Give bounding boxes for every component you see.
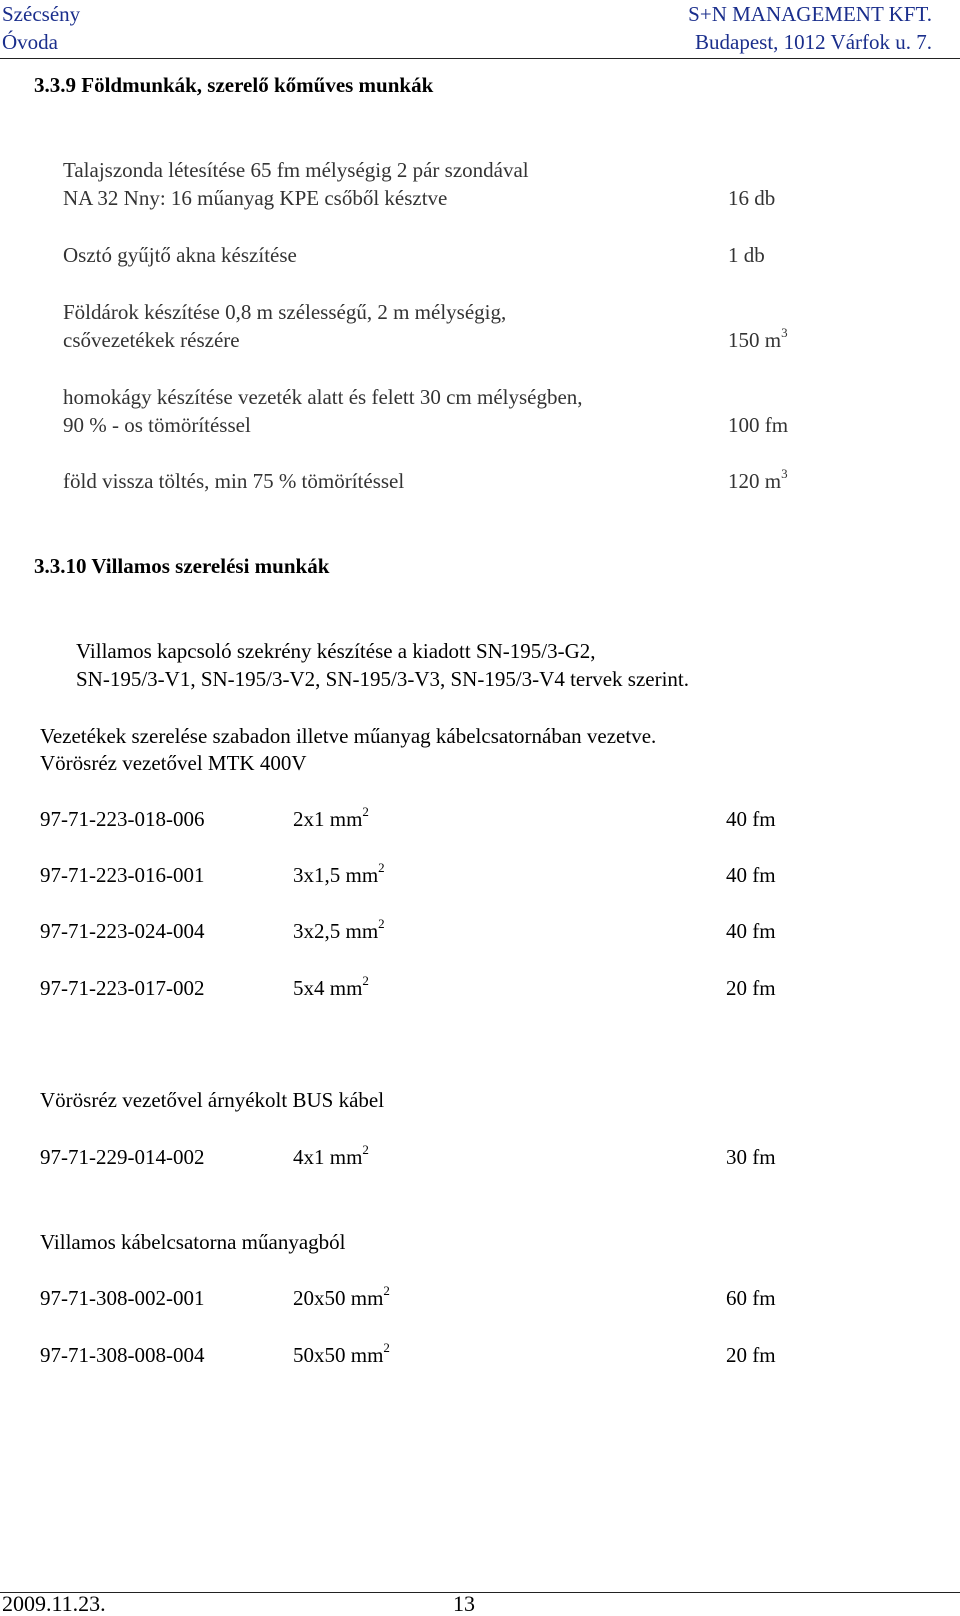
item-qty: 16 db xyxy=(728,186,776,210)
footer-date: 2009.11.23. xyxy=(2,1591,106,1616)
group-title: Villamos kábelcsatorna műanyagból xyxy=(40,1230,346,1254)
group-title: Vörösréz vezetővel árnyékolt BUS kábel xyxy=(40,1088,385,1112)
cable-qty: 20 fm xyxy=(726,1343,776,1367)
cable-code: 97-71-308-008-004 xyxy=(40,1343,205,1367)
cable-qty: 40 fm xyxy=(726,863,776,887)
paragraph-line: SN-195/3-V1, SN-195/3-V2, SN-195/3-V3, SN-195/3-V4 tervek szerint. xyxy=(76,667,690,691)
cable-code: 97-71-229-014-002 xyxy=(40,1145,205,1169)
header-left-line2: Óvoda xyxy=(2,30,58,54)
item-qty: 100 fm xyxy=(728,413,789,437)
item-qty: 1 db xyxy=(728,243,765,267)
cable-qty: 40 fm xyxy=(726,807,776,831)
item-line: csővezetékek részére xyxy=(63,328,240,352)
header-left-line1: Szécsény xyxy=(2,2,81,26)
cable-code: 97-71-223-024-004 xyxy=(40,919,205,943)
item-line: Talajszonda létesítése 65 fm mélységig 2 pár szondával xyxy=(63,158,529,182)
header-right-line2: Budapest, 1012 Várfok u. 7. xyxy=(695,30,932,54)
cable-qty: 60 fm xyxy=(726,1286,776,1310)
header-right-line1: S+N MANAGEMENT KFT. xyxy=(688,2,932,26)
cable-code: 97-71-223-016-001 xyxy=(40,863,205,887)
cable-size: 5x4 $mm^2$ xyxy=(293,973,369,1000)
item-line: NA 32 Nny: 16 műanyag KPE csőből késztve xyxy=(63,186,448,210)
cable-size: 4x1 $mm^2$ xyxy=(293,1142,369,1169)
footer-rule xyxy=(0,1592,960,1593)
cable-code: 97-71-223-017-002 xyxy=(40,976,205,1000)
item-line: homokágy készítése vezeték alatt és felett 30 cm mélységben, xyxy=(63,385,583,409)
item-qty: 120 $m^3$ xyxy=(728,466,788,493)
cable-qty: 20 fm xyxy=(726,976,776,1000)
item-line: Osztó gyűjtő akna készítése xyxy=(63,243,297,267)
section-title-electrical: 3.3.10 Villamos szerelési munkák xyxy=(34,554,330,578)
item-line: Földárok készítése 0,8 m szélességű, 2 m mélységig, xyxy=(63,300,507,324)
cable-size: 20x50 $mm^2$ xyxy=(293,1283,390,1310)
paragraph-line: Vezetékek szerelése szabadon illetve műanyag kábelcsatornában vezetve. xyxy=(40,724,657,748)
cable-size: 2x1 $mm^2$ xyxy=(293,804,369,831)
group-title: Vörösréz vezetővel MTK 400V xyxy=(40,751,307,775)
footer-page-number: 13 xyxy=(453,1591,475,1616)
section-title-earthworks: 3.3.9 Földmunkák, szerelő kőműves munkák xyxy=(34,73,434,97)
item-line: föld vissza töltés, min 75 % tömörítéssel xyxy=(63,469,405,493)
item-line: 90 % - os tömörítéssel xyxy=(63,413,251,437)
cable-qty: 40 fm xyxy=(726,919,776,943)
cable-qty: 30 fm xyxy=(726,1145,776,1169)
item-qty: 150 $m^3$ xyxy=(728,325,788,352)
cable-size: 3x2,5 $mm^2$ xyxy=(293,916,385,943)
cable-code: 97-71-308-002-001 xyxy=(40,1286,205,1310)
paragraph-line: Villamos kapcsoló szekrény készítése a kiadott SN-195/3-G2, xyxy=(76,639,596,663)
cable-size: 50x50 $mm^2$ xyxy=(293,1340,390,1367)
cable-code: 97-71-223-018-006 xyxy=(40,807,205,831)
header-rule xyxy=(0,58,960,59)
cable-size: 3x1,5 $mm^2$ xyxy=(293,860,385,887)
